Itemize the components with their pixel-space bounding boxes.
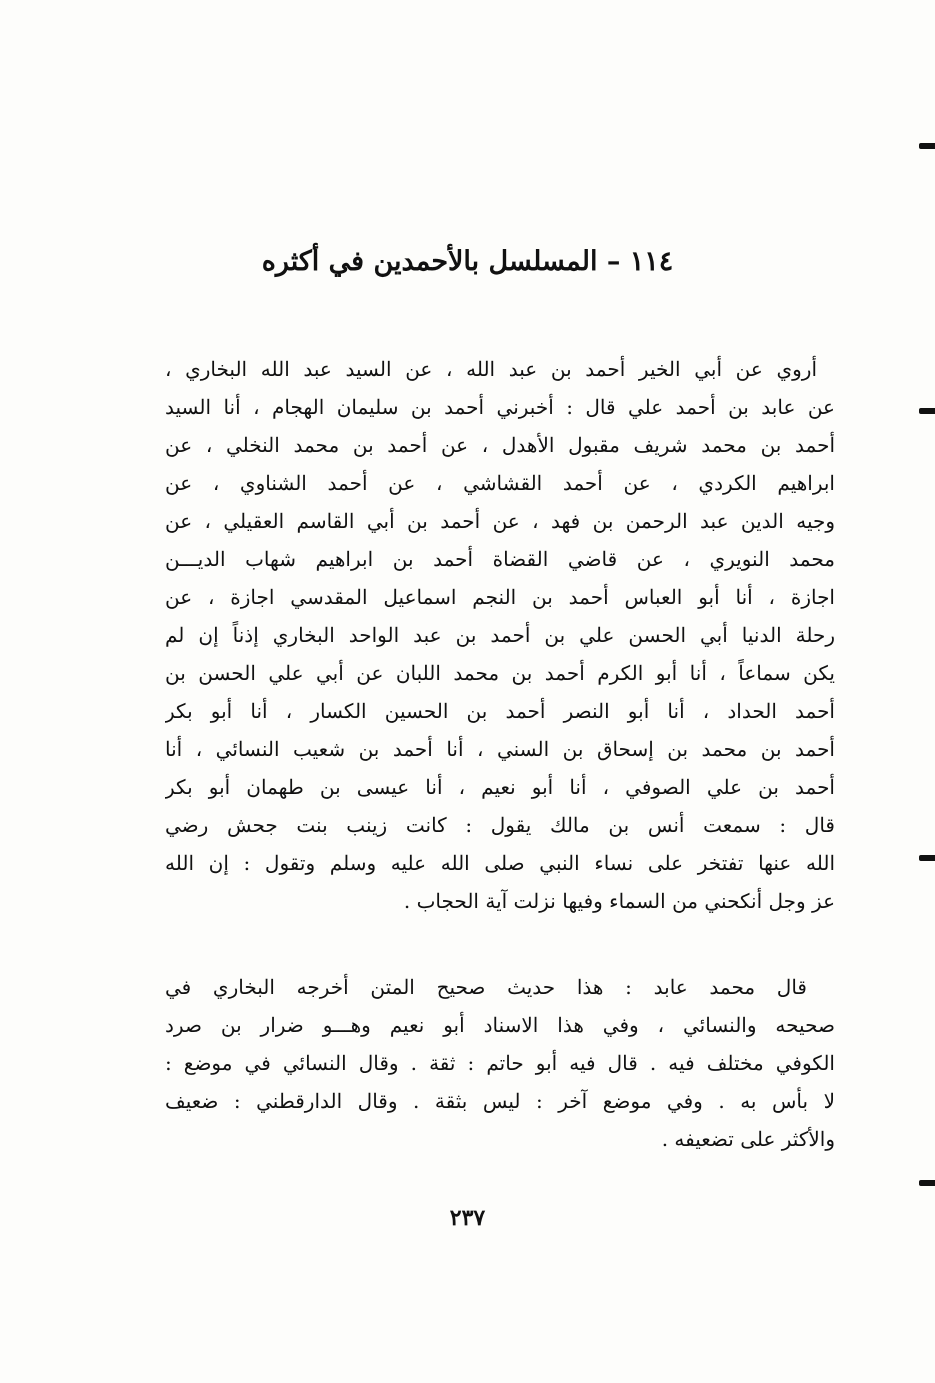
text-line: أحمد بن علي الصوفي ، أنا أبو نعيم ، أنا عيسى بن طهمان أبو بكر (165, 775, 835, 799)
text-line: عز وجل أنكحني من السماء وفيها نزلت آية الحجاب . (403, 889, 835, 913)
margin-mark (919, 143, 935, 149)
text-line: أحمد الحداد ، أنا أبو النصر أحمد بن الحسين الكسار ، أنا أبو بكر (165, 699, 835, 723)
text-line: الله عنها تفتخر على نساء النبي صلى الله عليه وسلم وتقول : إن الله (165, 851, 835, 875)
margin-mark (919, 408, 935, 414)
text-line: أروي عن أبي الخير أحمد بن عبد الله ، عن السيد عبد الله البخاري ، (165, 357, 817, 381)
text-line: اجازة ، أنا أبو العباس أحمد بن النجم اسماعيل المقدسي اجازة ، عن (165, 585, 835, 609)
text-line: لا بأس به . وفي موضع آخر : ليس بثقة . وقال الدارقطني : ضعيف (165, 1089, 835, 1113)
text-line: عن عابد بن أحمد علي قال : أخبرني أحمد بن سليمان الهجام ، أنا السيد (165, 395, 835, 419)
text-line: ابراهيم الكردي ، عن أحمد القشاشي ، عن أحمد الشناوي ، عن (165, 471, 835, 495)
margin-mark (919, 1180, 935, 1186)
text-line: قال : سمعت أنس بن مالك يقول : كانت زينب بنت جحش رضي (165, 813, 835, 837)
text-line: محمد النويري ، عن قاضي القضاة أحمد بن ابراهيم شهاب الديـــن (165, 547, 835, 571)
text-line: رحلة الدنيا أبي الحسن علي بن أحمد بن عبد الواحد البخاري إذناً إن لم (165, 623, 835, 647)
margin-mark (919, 855, 935, 861)
text-line: صحيحه والنسائي ، وفي هذا الاسناد أبو نعيم وهـــو ضرار بن صرد (165, 1013, 835, 1037)
chapter-title: ١١٤ – المسلسل بالأحمدين في أكثره (261, 246, 674, 277)
hadith-paragraph (165, 350, 835, 920)
page-number: ٢٣٧ (449, 1205, 486, 1231)
text-line: أحمد بن محمد شريف مقبول الأهدل ، عن أحمد بن محمد النخلي ، عن (165, 433, 835, 457)
text-line: أحمد بن محمد بن إسحاق بن السني ، أنا أحمد بن شعيب النسائي ، أنا (165, 737, 835, 761)
commentary-paragraph (165, 968, 835, 1158)
text-line: يكن سماعاً ، أنا أبو الكرم أحمد بن محمد اللبان عن أبي علي الحسن بن (165, 661, 835, 685)
text-line: والأكثر على تضعيفه . (661, 1127, 835, 1151)
text-line: وجيه الدين عبد الرحمن بن فهد ، عن أحمد بن أبي القاسم العقيلي ، عن (165, 509, 835, 533)
text-line: الكوفي مختلف فيه . قال فيه أبو حاتم : ثقة . وقال النسائي في موضع : (165, 1051, 835, 1075)
text-line: قال محمد عابد : هذا حديث صحيح المتن أخرجه البخاري في (165, 975, 807, 999)
